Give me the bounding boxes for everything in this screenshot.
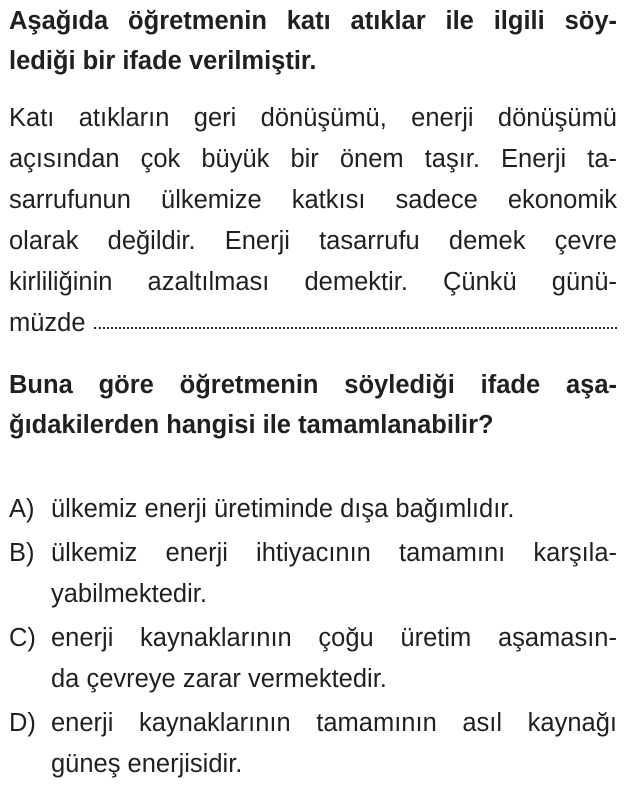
option-a[interactable] xyxy=(9,489,617,530)
option-letter: C) xyxy=(9,624,36,652)
option-letter: D) xyxy=(9,709,36,737)
stem-line: Aşağıda öğretmenin katı atıklar ile ilgili söy- xyxy=(9,7,617,35)
passage-line: sarrufunun ülkemize katkısı sadece ekonomik xyxy=(9,186,617,214)
passage-last-word: müzde xyxy=(9,309,86,337)
answer-options xyxy=(9,489,617,785)
question-stem xyxy=(9,1,617,81)
option-text: güneş enerjisidir. xyxy=(51,750,243,778)
option-text: ülkemiz enerji ihtiyacının tamamını karşıla- xyxy=(51,539,617,567)
fill-in-blank-dots xyxy=(94,327,617,329)
option-text: da çevreye zarar vermektedir. xyxy=(51,665,387,693)
stem-line: lediği bir ifade verilmiştir. xyxy=(9,47,317,75)
question-line: ğıdakilerden hangisi ile tamamlanabilir? xyxy=(9,411,494,439)
teacher-statement-passage xyxy=(9,98,617,344)
option-letter: B) xyxy=(9,539,35,567)
option-text: ülkemiz enerji üretiminde dışa bağımlıdır. xyxy=(51,495,515,523)
option-b[interactable] xyxy=(9,533,617,615)
passage-line: olarak değildir. Enerji tasarrufu demek çevre xyxy=(9,227,617,255)
passage-line: açısından çok büyük bir önem taşır. Enerji ta- xyxy=(9,145,617,173)
option-c[interactable] xyxy=(9,618,617,700)
option-d[interactable] xyxy=(9,703,617,785)
option-text: enerji kaynaklarının tamamının asıl kaynağı xyxy=(51,709,617,737)
passage-line: kirliliğinin azaltılması demektir. Çünkü günü- xyxy=(9,268,617,296)
option-text: enerji kaynaklarının çoğu üretim aşamasın- xyxy=(51,624,617,652)
question-page xyxy=(9,0,617,788)
passage-blank-line xyxy=(9,303,617,344)
passage-line: Katı atıkların geri dönüşümü, enerji dönüşümü xyxy=(9,104,617,132)
question-line: Buna göre öğretmenin söylediği ifade aşa- xyxy=(9,371,617,399)
option-text: yabilmektedir. xyxy=(51,580,207,608)
question-prompt xyxy=(9,365,617,445)
option-letter: A) xyxy=(9,495,35,523)
